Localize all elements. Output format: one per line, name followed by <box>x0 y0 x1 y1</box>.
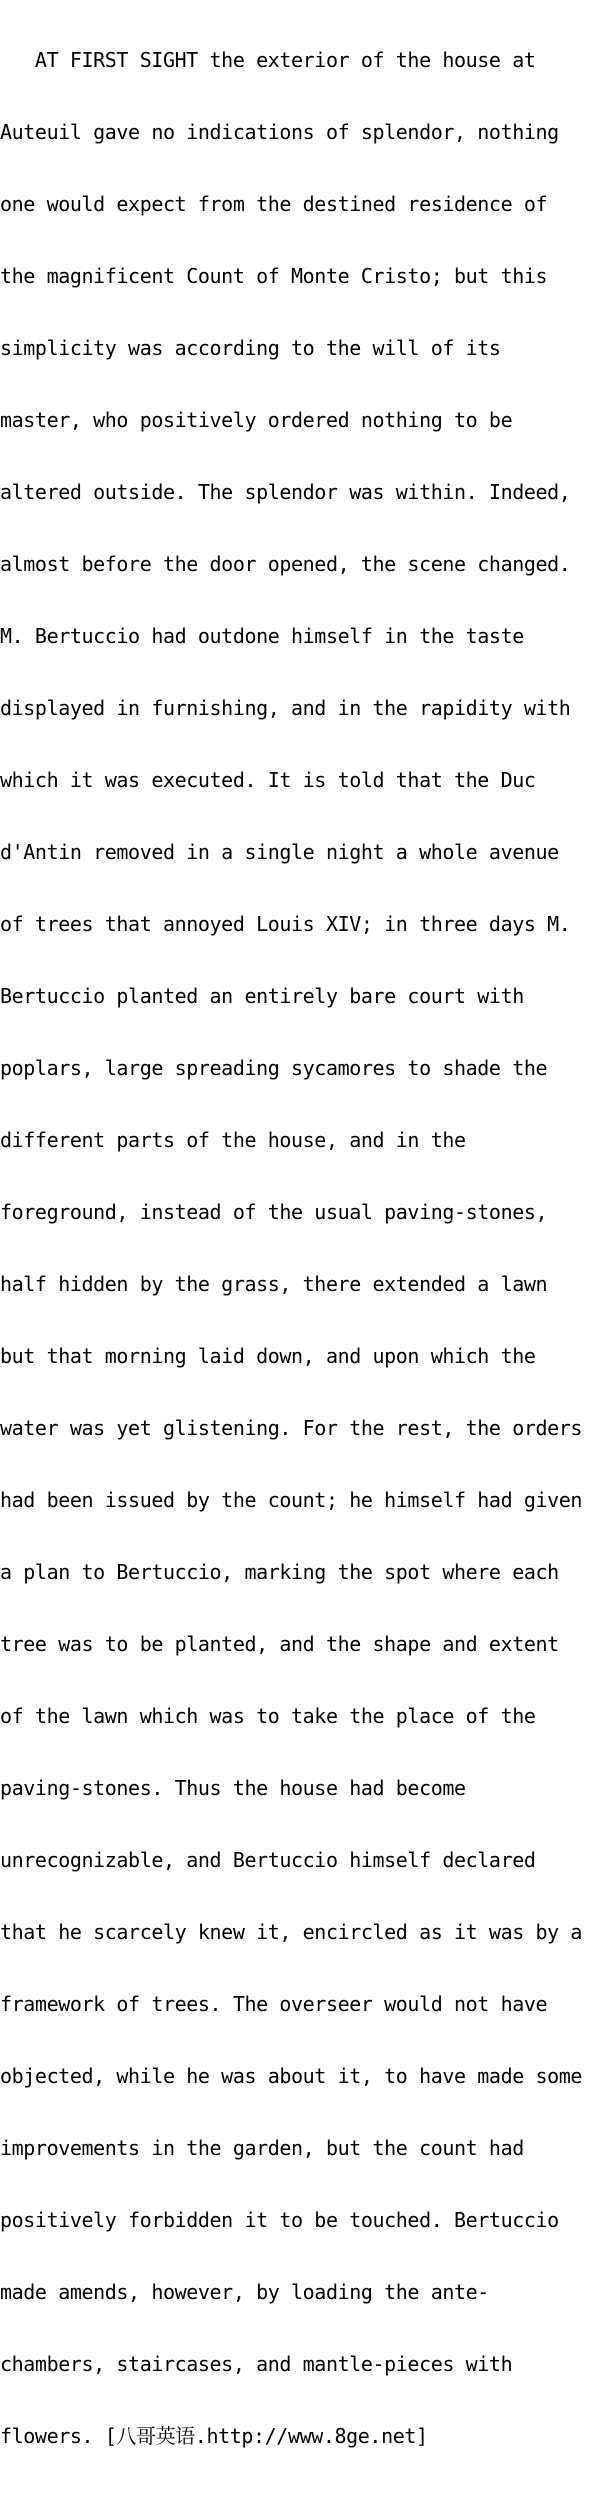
text-line: Bertuccio planted an entirely bare court with <box>0 984 524 1008</box>
text-line: chambers, staircases, and mantle-pieces with <box>0 2352 513 2376</box>
text-line: made amends, however, by loading the ante- <box>0 2280 489 2304</box>
text-line: one would expect from the destined residence of <box>0 192 548 216</box>
text-line: positively forbidden it to be touched. Bertuccio <box>0 2208 559 2232</box>
text-line: objected, while he was about it, to have made some <box>0 2064 583 2088</box>
text-line: of the lawn which was to take the place of the <box>0 1704 536 1728</box>
text-line: foreground, instead of the usual paving-stones, <box>0 1200 548 1224</box>
text-line: a plan to Bertuccio, marking the spot where each <box>0 1560 559 1584</box>
text-line: d'Antin removed in a single night a whole avenue <box>0 840 559 864</box>
text-line: master, who positively ordered nothing to be <box>0 408 513 432</box>
text-line: unrecognizable, and Bertuccio himself declared <box>0 1848 536 1872</box>
text-line: simplicity was according to the will of its <box>0 336 501 360</box>
text-line: different parts of the house, and in the <box>0 1128 466 1152</box>
text-line: but that morning laid down, and upon which the <box>0 1344 536 1368</box>
text-line: water was yet glistening. For the rest, the orders <box>0 1416 583 1440</box>
text-line: altered outside. The splendor was within. Indeed, <box>0 480 571 504</box>
text-line: that he scarcely knew it, encircled as it was by a <box>0 1920 583 1944</box>
text-line: tree was to be planted, and the shape and extent <box>0 1632 559 1656</box>
text-line: AT FIRST SIGHT the exterior of the house at <box>0 48 536 72</box>
text-line: framework of trees. The overseer would not have <box>0 1992 548 2016</box>
text-line: paving-stones. Thus the house had become <box>0 1776 466 1800</box>
text-line: which it was executed. It is told that the Duc <box>0 768 536 792</box>
text-line: of trees that annoyed Louis XIV; in three days M. <box>0 912 571 936</box>
text-line: improvements in the garden, but the count had <box>0 2136 524 2160</box>
text-line: poplars, large spreading sycamores to shade the <box>0 1056 548 1080</box>
text-line: half hidden by the grass, there extended a lawn <box>0 1272 548 1296</box>
text-line: the magnificent Count of Monte Cristo; but this <box>0 264 548 288</box>
text-line: flowers. [八哥英语.http://www.8ge.net] <box>0 2424 428 2448</box>
text-line: M. Bertuccio had outdone himself in the taste <box>0 624 524 648</box>
text-line: displayed in furnishing, and in the rapidity with <box>0 696 571 720</box>
text-line: almost before the door opened, the scene changed. <box>0 552 571 576</box>
text-line: Auteuil gave no indications of splendor, nothing <box>0 120 559 144</box>
text-line: had been issued by the count; he himself had given <box>0 1488 583 1512</box>
